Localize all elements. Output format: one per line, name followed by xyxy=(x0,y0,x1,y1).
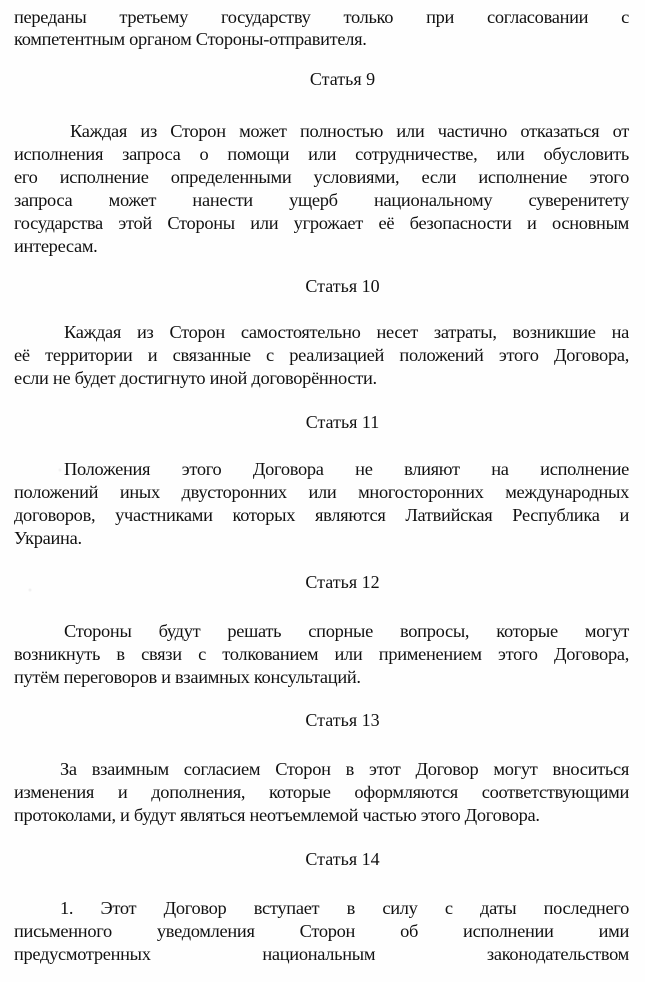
article-9-heading: Статья 9 xyxy=(309,69,376,89)
article-12-line-2: возникнуть в связи с толкованием или применением этого Договора, xyxy=(14,644,629,664)
article-10-line-1: Каждая из Сторон самостоятельно несет затраты, возникшие на xyxy=(64,322,629,342)
article-12-heading: Статья 12 xyxy=(305,572,380,592)
article-13-line-3: протоколами, и будут являться неотъемлемой частью этого Договора. xyxy=(14,805,540,825)
article-13-heading: Статья 13 xyxy=(305,710,380,730)
article-10-line-3: если не будет достигнуто иной договорённости. xyxy=(14,368,377,388)
article-11-line-3: договоров, участниками которых являются Латвийская Республика и xyxy=(14,505,629,525)
article-12-line-1: Стороны будут решать спорные вопросы, которые могут xyxy=(64,621,629,641)
article-10-heading: Статья 10 xyxy=(305,276,380,296)
intro-line-1: переданы третьему государству только при согласовании с xyxy=(14,7,629,27)
article-14-line-3: предусмотренных национальным законодательством xyxy=(14,944,629,964)
article-9-line-6: интересам. xyxy=(14,236,98,256)
article-13-line-2: изменения и дополнения, которые оформляются соответствующими xyxy=(14,782,629,802)
article-9-line-2: исполнения запроса о помощи или сотрудничестве, или обусловить xyxy=(14,144,629,164)
article-10-line-2: её территории и связанные с реализацией положений этого Договора, xyxy=(14,345,629,365)
article-9-line-4: запроса может нанести ущерб национальному суверенитету xyxy=(14,190,629,210)
article-11-line-1: Положения этого Договора не влияют на исполнение xyxy=(64,459,629,479)
intro-line-2: компетентным органом Стороны-отправителя. xyxy=(14,29,367,49)
article-9-line-5: государства этой Стороны или угрожает её безопасности и основным xyxy=(14,213,629,233)
article-11-heading: Статья 11 xyxy=(305,412,380,432)
article-11-line-4: Украина. xyxy=(14,528,82,548)
article-13-line-1: За взаимным согласием Сторон в этот Договор могут вноситься xyxy=(60,759,629,779)
article-14-line-2: письменного уведомления Сторон об исполнении ими xyxy=(14,921,629,941)
article-12-line-3: путём переговоров и взаимных консультаций. xyxy=(14,667,361,687)
article-11-line-2: положений иных двусторонних или многосторонних международных xyxy=(14,482,629,502)
article-9-line-3: его исполнение определенными условиями, если исполнение этого xyxy=(14,167,629,187)
article-14-line-1: 1. Этот Договор вступает в силу с даты последнего xyxy=(60,898,629,918)
article-9-line-1: Каждая из Сторон может полностью или частично отказаться от xyxy=(70,121,629,141)
article-14-heading: Статья 14 xyxy=(305,849,380,869)
